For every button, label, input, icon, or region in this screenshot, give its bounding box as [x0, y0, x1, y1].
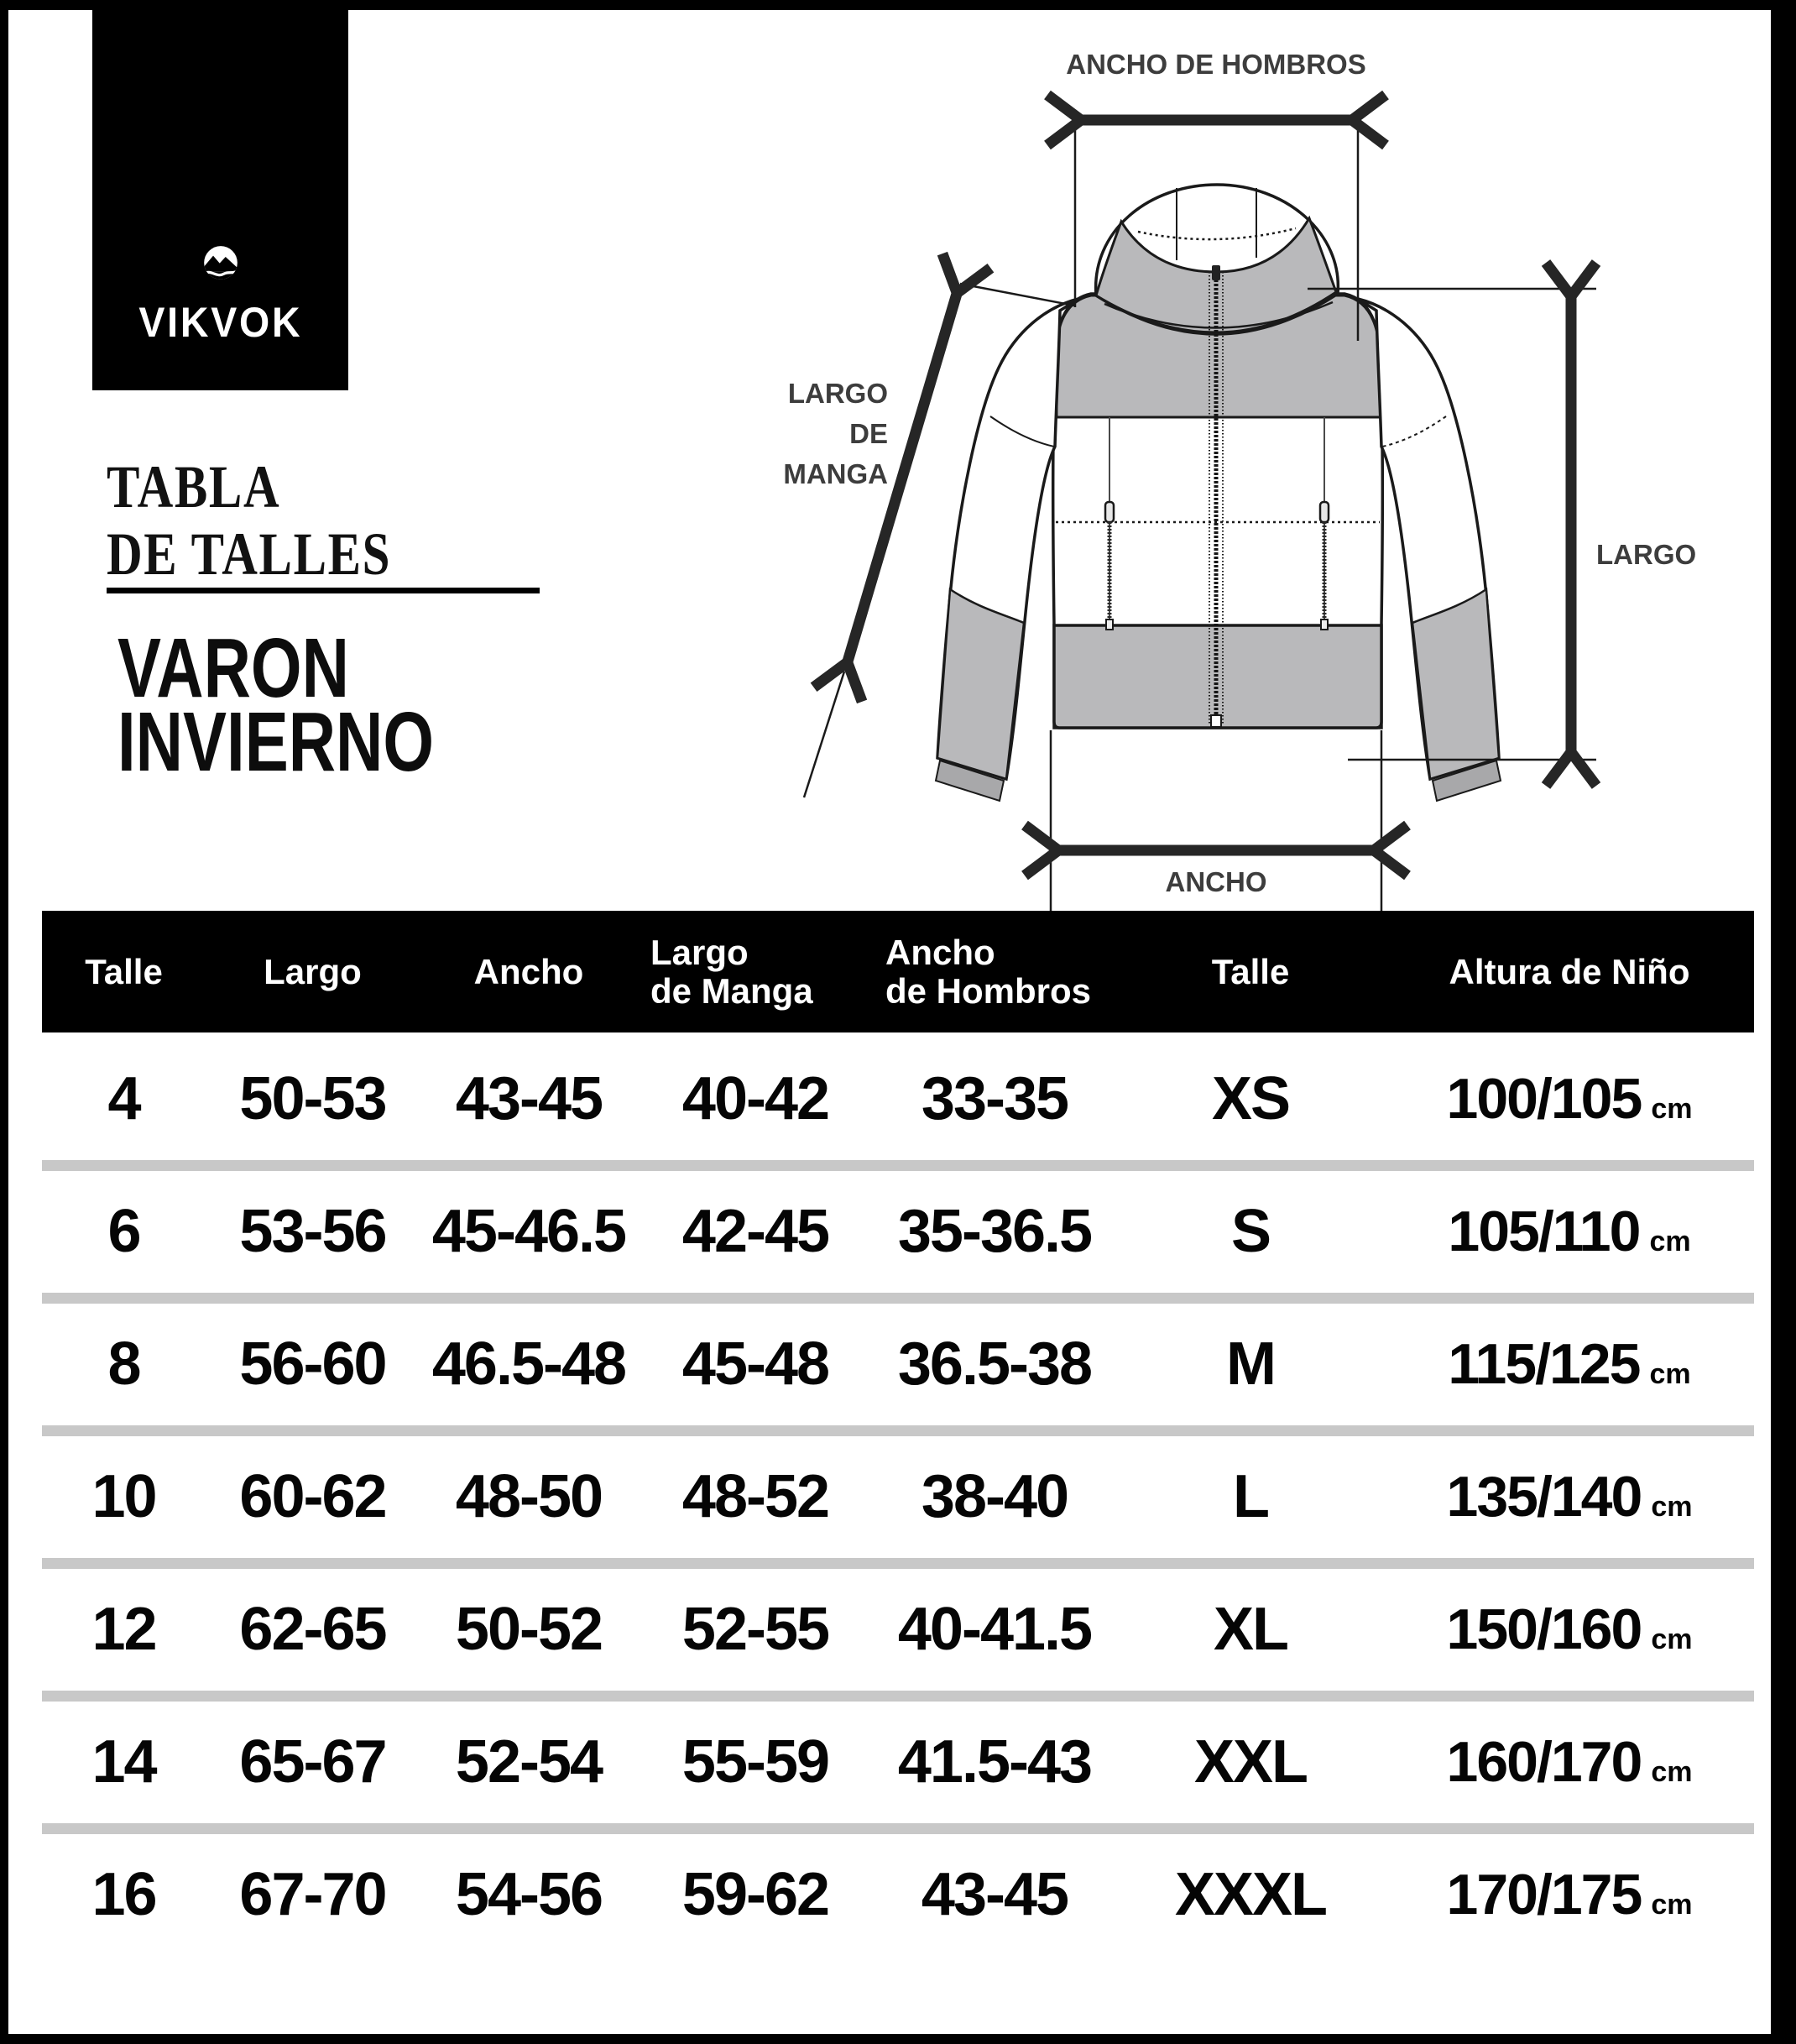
cell-talle-letra: XS [1211, 1065, 1290, 1132]
unit-label: cm [1651, 1491, 1693, 1523]
unit-label: cm [1649, 1226, 1691, 1257]
cell-ancho: 45-46.5 [431, 1198, 626, 1265]
cell-talle: 16 [91, 1861, 156, 1928]
subtitle-line2: INVIERNO [117, 695, 435, 789]
cell-talle: 8 [107, 1330, 140, 1398]
header-talle: Talle [85, 951, 163, 991]
shoulder-width-label: ANCHO DE HOMBROS [1066, 49, 1366, 80]
brand-logo-block [92, 0, 348, 390]
table-row [42, 1032, 1754, 1165]
cell-largo-manga: 52-55 [681, 1596, 829, 1663]
cell-talle-letra: XL [1213, 1596, 1287, 1663]
cell-altura: 135/140 cm [1446, 1465, 1693, 1529]
cell-ancho: 43-45 [455, 1065, 603, 1132]
cell-ancho: 46.5-48 [431, 1330, 626, 1398]
jacket-diagram-svg [755, 34, 1796, 923]
cell-largo: 62-65 [239, 1596, 386, 1663]
sleeve-length-label-1: LARGO [787, 378, 888, 409]
cell-altura: 115/125 cm [1448, 1332, 1691, 1396]
sleeve-length-label-3: MANGA [783, 458, 888, 489]
cell-altura: 100/105 cm [1446, 1067, 1693, 1131]
header-ancho-hombros: Ancho de Hombros [885, 932, 1092, 1011]
cell-largo: 60-62 [239, 1463, 386, 1530]
title-underline [107, 588, 540, 593]
cell-largo: 50-53 [239, 1065, 386, 1132]
unit-label: cm [1651, 1623, 1693, 1655]
cell-ancho-hombros: 41.5-43 [897, 1728, 1092, 1796]
header-largo: Largo [264, 951, 362, 991]
cell-talle-letra: XXL [1193, 1728, 1308, 1796]
subtitle-line1: VARON [117, 621, 349, 715]
cell-largo: 53-56 [239, 1198, 386, 1265]
table-row [42, 1430, 1754, 1563]
length-label: LARGO [1596, 539, 1697, 570]
cell-largo-manga: 59-62 [681, 1861, 829, 1928]
cell-ancho-hombros: 35-36.5 [897, 1198, 1092, 1265]
cell-largo: 65-67 [239, 1728, 386, 1796]
jacket-hood [1096, 185, 1339, 334]
cell-largo-manga: 55-59 [681, 1728, 829, 1796]
width-label: ANCHO [1165, 866, 1267, 897]
cell-largo-manga: 42-45 [681, 1198, 829, 1265]
cell-ancho: 52-54 [455, 1728, 603, 1796]
size-table [42, 911, 1754, 1961]
cell-ancho-hombros: 36.5-38 [897, 1330, 1092, 1398]
cell-talle-letra: L [1233, 1463, 1268, 1530]
unit-label: cm [1651, 1756, 1693, 1788]
table-row [42, 1298, 1754, 1430]
page-title [107, 453, 454, 588]
cell-altura: 160/170 cm [1446, 1730, 1693, 1794]
cell-altura: 105/110 cm [1448, 1200, 1691, 1263]
table-row [42, 1165, 1754, 1298]
cell-largo: 56-60 [239, 1330, 386, 1398]
cell-largo: 67-70 [239, 1861, 386, 1928]
cell-ancho-hombros: 40-41.5 [897, 1596, 1092, 1663]
cell-ancho: 50-52 [455, 1596, 603, 1663]
cell-ancho-hombros: 43-45 [921, 1861, 1068, 1928]
header-talle-letra: Talle [1211, 951, 1290, 991]
unit-label: cm [1651, 1093, 1693, 1125]
header-ancho: Ancho [473, 951, 584, 991]
unit-label: cm [1651, 1889, 1693, 1921]
sleeve-length-label-2: DE [849, 418, 888, 449]
title-line2: DE TALLES [107, 520, 392, 588]
title-line1: TABLA [107, 453, 281, 520]
mountain-logo-icon [194, 236, 248, 290]
cell-talle: 10 [91, 1463, 156, 1530]
table-row [42, 1828, 1754, 1961]
cell-ancho: 54-56 [455, 1861, 603, 1928]
cell-largo-manga: 48-52 [681, 1463, 829, 1530]
header-altura: Altura de Niño [1449, 951, 1690, 991]
cell-talle-letra: M [1226, 1330, 1275, 1398]
cell-ancho-hombros: 38-40 [921, 1463, 1068, 1530]
size-table-body [42, 1032, 1754, 1961]
cell-talle: 12 [91, 1596, 156, 1663]
cell-largo-manga: 40-42 [681, 1065, 829, 1132]
cell-talle: 14 [91, 1728, 156, 1796]
cell-altura: 170/175 cm [1446, 1863, 1693, 1926]
cell-talle-letra: XXXL [1174, 1861, 1327, 1928]
cell-talle: 6 [107, 1198, 140, 1265]
cell-talle: 4 [107, 1065, 140, 1132]
cell-altura: 150/160 cm [1446, 1597, 1693, 1661]
brand-wordmark: VIKVOK [138, 299, 303, 346]
cell-largo-manga: 45-48 [681, 1330, 829, 1398]
jacket-measurement-diagram [755, 34, 1796, 923]
header-largo-manga: Largo de Manga [650, 932, 813, 1011]
width-measure [1051, 730, 1381, 915]
cell-ancho-hombros: 33-35 [921, 1065, 1068, 1132]
unit-label: cm [1649, 1358, 1691, 1390]
size-table-header [42, 911, 1754, 1032]
cell-ancho: 48-50 [455, 1463, 603, 1530]
table-row [42, 1696, 1754, 1828]
page-subtitle [117, 621, 435, 789]
cell-talle-letra: S [1230, 1198, 1271, 1265]
table-row [42, 1563, 1754, 1696]
